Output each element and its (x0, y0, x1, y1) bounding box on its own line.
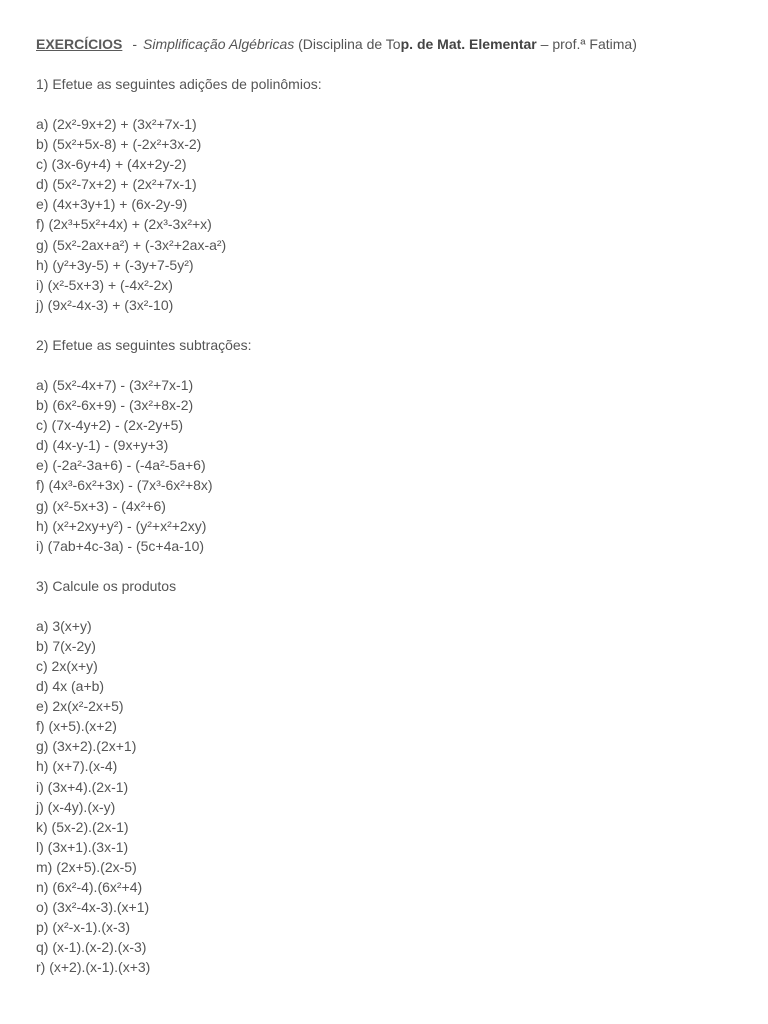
exercise-item: h) (y²+3y-5) + (-3y+7-5y²) (36, 256, 194, 273)
exercise-item: o) (3x²-4x-3).(x+1) (36, 899, 150, 916)
exercise-item: p) (x²-x-1).(x-3) (36, 919, 131, 936)
exercise-item: l) (3x+1).(3x-1) (36, 838, 129, 855)
exercise-item: f) (x+5).(x+2) (36, 718, 117, 735)
exercise-item: d) 4x (a+b) (36, 678, 105, 695)
exercise-item: c) (7x-4y+2) - (2x-2y+5) (36, 417, 184, 434)
exercise-item: b) (5x²+5x-8) + (-2x²+3x-2) (36, 136, 202, 153)
exercise-item: g) (x²-5x+3) - (4x²+6) (36, 497, 166, 514)
exercise-item: n) (6x²-4).(6x²+4) (36, 879, 143, 895)
section-additions (36, 74, 746, 315)
exercise-item: e) (4x+3y+1) + (6x-2y-9) (36, 196, 188, 213)
document-header (36, 34, 746, 54)
exercise-item: e) 2x(x²-2x+5) (36, 698, 124, 715)
exercise-item: f) (4x³-6x²+3x) - (7x³-6x²+8x) (36, 477, 213, 494)
exercise-item: r) (x+2).(x-1).(x+3) (36, 959, 151, 976)
header-course-bold: p. de Mat. Elementar (400, 36, 537, 52)
exercise-item: g) (5x²-2ax+a²) + (-3x²+2ax-a²) (36, 236, 227, 253)
document-page (36, 34, 746, 977)
section-title: 2) Efetue as seguintes subtrações: (36, 336, 252, 353)
exercise-item: b) 7(x-2y) (36, 637, 96, 654)
exercise-item: q) (x-1).(x-2).(x-3) (36, 939, 147, 956)
exercise-item: j) (9x²-4x-3) + (3x²-10) (36, 296, 174, 313)
exercise-item: a) (2x²-9x+2) + (3x²+7x-1) (36, 116, 197, 132)
exercise-item: a) 3(x+y) (36, 617, 92, 634)
section-title: 3) Calcule os produtos (36, 577, 177, 594)
exercise-item: j) (x-4y).(x-y) (36, 798, 116, 815)
exercise-item: i) (3x+4).(2x-1) (36, 778, 129, 795)
exercise-item: i) (x²-5x+3) + (-4x²-2x) (36, 276, 173, 293)
section-products (36, 576, 746, 978)
header-topic: Simplificação Algébricas (143, 36, 295, 52)
exercise-item: a) (5x²-4x+7) - (3x²+7x-1) (36, 376, 194, 393)
header-label: EXERCÍCIOS (36, 36, 123, 52)
exercise-item: e) (-2a²-3a+6) - (-4a²-5a+6) (36, 457, 206, 474)
header-course-prefix: (Disciplina de To (298, 36, 401, 52)
exercise-item: b) (6x²-6x+9) - (3x²+8x-2) (36, 397, 194, 414)
exercise-item: i) (7ab+4c-3a) - (5c+4a-10) (36, 537, 205, 554)
section-subtractions (36, 335, 746, 556)
section-title: 1) Efetue as seguintes adições de polinômios: (36, 76, 322, 92)
exercise-item: m) (2x+5).(2x-5) (36, 858, 137, 875)
exercise-item: h) (x+7).(x-4) (36, 758, 118, 775)
exercise-item: c) 2x(x+y) (36, 657, 98, 674)
exercise-item: h) (x²+2xy+y²) - (y²+x²+2xy) (36, 517, 207, 534)
exercise-item: k) (5x-2).(2x-1) (36, 818, 129, 835)
exercise-item: g) (3x+2).(2x+1) (36, 738, 137, 755)
exercise-item: f) (2x³+5x²+4x) + (2x³-3x²+x) (36, 216, 212, 233)
exercise-item: c) (3x-6y+4) + (4x+2y-2) (36, 156, 187, 173)
exercise-item: d) (4x-y-1) - (9x+y+3) (36, 437, 169, 454)
header-dash: - (132, 36, 138, 52)
exercise-item: d) (5x²-7x+2) + (2x²+7x-1) (36, 176, 197, 193)
header-course-suffix: – prof.ª Fatima) (536, 36, 637, 52)
